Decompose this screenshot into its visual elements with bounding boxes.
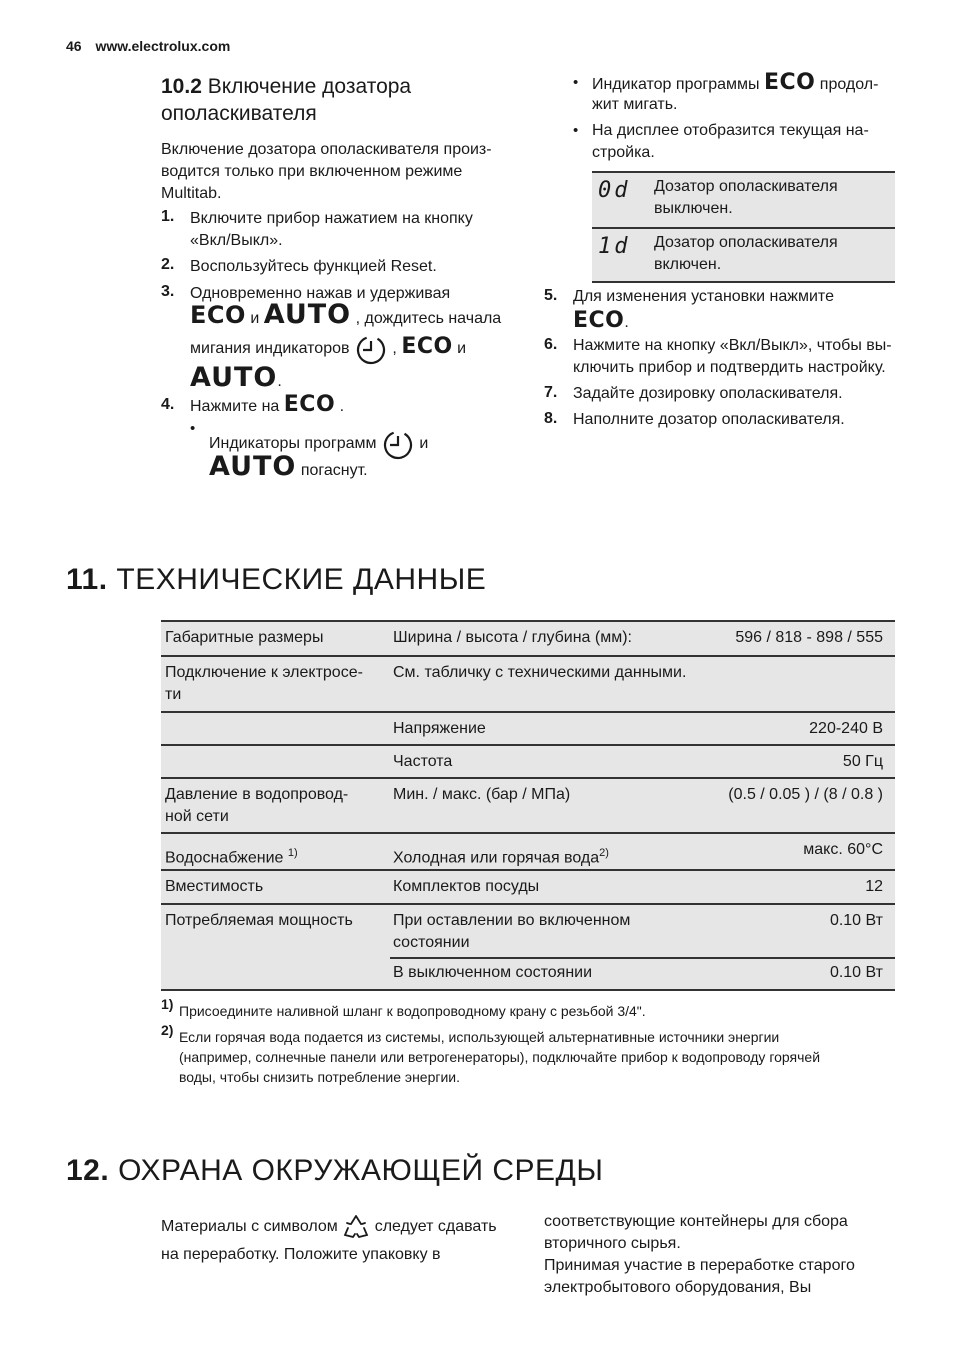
step-text: , [392, 340, 397, 358]
table-cell [393, 910, 713, 954]
step-text: , дождитесь начала [355, 310, 502, 327]
cell-line: ти [165, 686, 182, 703]
cell-text: Холодная или горячая вода [393, 849, 600, 867]
step-2: Воспользуйтесь функцией Reset. [190, 258, 437, 275]
cell-line: ной сети [165, 808, 229, 825]
eco-icon: ECO [763, 70, 816, 95]
step-number: 7. [544, 384, 558, 401]
table-cell: Комплектов посуды [393, 878, 540, 895]
table-cell: Габаритные размеры [165, 629, 324, 646]
section-12-right [544, 1211, 855, 1299]
step-number: 5. [544, 287, 558, 304]
intro-line: водится только при включенном режиме [161, 163, 463, 180]
page-header [66, 38, 230, 54]
section-11-title [66, 563, 486, 597]
section-number: 10.2 [161, 75, 202, 98]
table-cell: Напряжение [393, 720, 486, 737]
clock-icon [381, 435, 419, 452]
step-text: и [457, 340, 467, 358]
bullet-dot: • [573, 74, 579, 91]
footnote-line: Если горячая вода подается из системы, использующей альтернативные источники энергии [179, 1029, 780, 1045]
step-1 [190, 208, 473, 252]
step-4-bullet-line2 [209, 451, 368, 482]
section-12-left-line2: на переработку. Положите упаковку в [161, 1246, 441, 1263]
display-code: 1d [598, 234, 631, 259]
table-row [161, 620, 895, 655]
eco-icon: ECO [283, 392, 336, 417]
display-row [592, 227, 895, 283]
section-12-title [66, 1154, 603, 1188]
intro-line: Включение дозатора ополаскивателя произ- [161, 141, 492, 158]
table-cell: 220-240 В [809, 720, 883, 737]
step-text: Включите прибор нажатием на кнопку [190, 210, 473, 227]
table-cell [393, 842, 713, 869]
section-title: ТЕХНИЧЕСКИЕ ДАННЫЕ [116, 563, 487, 596]
step-text: продол- [819, 76, 879, 93]
table-cell: макс. 60°C [803, 841, 883, 858]
table-row [161, 711, 895, 744]
cell-line: Подключение к электросе- [165, 664, 363, 681]
cell-line: При оставлении во включенном [393, 912, 631, 929]
step-text: Нажмите на кнопку «Вкл/Выкл», чтобы вы- [573, 337, 892, 354]
step-3-line4 [190, 362, 282, 393]
table-cell: 50 Гц [842, 753, 883, 770]
step-text: . [339, 398, 345, 415]
step-number: 3. [161, 283, 175, 300]
step-text: Индикаторы программ [209, 435, 377, 453]
footnote-2 [179, 1027, 820, 1087]
clock-icon [354, 340, 392, 357]
display-text: включен. [654, 256, 722, 273]
table-cell: 0.10 Вт [829, 964, 883, 981]
footnote-line: (например, солнечные панели или ветрогенераторы), подключайте прибор к водопроводу горячей [179, 1049, 821, 1065]
table-row [161, 744, 895, 777]
page-number: 46 [66, 38, 82, 54]
body-text: следует сдавать [374, 1218, 497, 1236]
footnote-1: Присоедините наливной шланг к водопроводному крану с резьбой 3/4". [179, 1003, 646, 1019]
footnote-mark: 1) [161, 996, 174, 1012]
step-number: 1. [161, 208, 175, 225]
intro-paragraph [161, 139, 492, 205]
table-cell [165, 842, 383, 869]
body-text: Принимая участие в переработке старого [544, 1257, 855, 1274]
table-cell: 12 [865, 878, 883, 895]
auto-icon: AUTO [190, 362, 278, 393]
section-title-line1: Включение дозатора [207, 75, 412, 98]
section-title: ОХРАНА ОКРУЖАЮЩЕЙ СРЕДЫ [118, 1154, 604, 1187]
display-text: выключен. [654, 200, 733, 217]
step-8: Наполните дозатор ополаскивателя. [573, 411, 845, 428]
section-10-2-title [161, 73, 411, 127]
recycle-icon [342, 1218, 374, 1235]
step-6 [573, 335, 892, 379]
step-text: На дисплее отобразится текущая на- [592, 122, 869, 139]
step-text: Индикатор программы [592, 76, 760, 93]
display-row [592, 171, 895, 227]
table-cell: 0.10 Вт [829, 912, 883, 929]
section-number: 12. [66, 1154, 110, 1187]
auto-icon: AUTO [209, 451, 297, 482]
cell-line: состоянии [393, 934, 470, 951]
right-bullet-2 [592, 120, 869, 164]
table-cell: (0.5 / 0.05 ) / (8 / 0.8 ) [728, 786, 883, 803]
table-cell: Мин. / макс. (бар / МПа) [393, 786, 571, 803]
footnote-ref: 1) [287, 847, 298, 859]
section-title-line2: ополаскивателя [161, 102, 317, 125]
step-text: . [624, 314, 629, 331]
cell-text: Водоснабжение [165, 849, 284, 867]
step-number: 8. [544, 410, 558, 427]
display-text: Дозатор ополаскивателя [654, 234, 838, 251]
step-text: ключить прибор и подтвердить настройку. [573, 359, 886, 376]
body-text: вторичного сырья. [544, 1235, 681, 1252]
bullet-dot: • [190, 420, 196, 437]
step-3-line1: Одновременно нажав и удерживая [190, 285, 451, 302]
table-row [161, 655, 895, 711]
table-subdivider [390, 957, 895, 959]
table-cell: См. табличку с техническими данными. [393, 664, 687, 681]
step-text: погаснут. [300, 462, 368, 479]
step-number: 4. [161, 396, 175, 413]
step-text: мигания индикаторов [190, 340, 350, 358]
step-5-icon-line [573, 308, 629, 334]
auto-icon: AUTO [263, 299, 352, 330]
footnote-line: воды, чтобы снизить потребление энергии. [179, 1069, 461, 1085]
table-cell [165, 662, 383, 706]
table-cell: Ширина / высота / глубина (мм): [393, 629, 632, 646]
display-description [654, 176, 838, 220]
eco-icon: ECO [190, 301, 246, 329]
display-description [654, 232, 838, 276]
table-row [161, 869, 895, 903]
eco-icon: ECO [401, 334, 453, 360]
table-cell: Потребляемая мощность [165, 912, 353, 929]
step-number: 2. [161, 256, 175, 273]
display-text: Дозатор ополаскивателя [654, 178, 838, 195]
table-cell: Частота [393, 753, 453, 770]
section-12-left-line1 [161, 1213, 497, 1241]
table-cell: В выключенном состоянии [393, 964, 593, 981]
step-text: стройка. [592, 144, 655, 161]
step-7: Задайте дозировку ополаскивателя. [573, 385, 843, 402]
step-text: и [250, 310, 260, 327]
table-cell: 596 / 818 - 898 / 555 [735, 629, 883, 646]
step-text: «Вкл/Выкл». [190, 232, 283, 249]
step-3-line3 [190, 333, 466, 365]
step-4 [190, 394, 344, 418]
table-cell [165, 784, 383, 828]
step-number: 6. [544, 336, 558, 353]
right-bullet-1 [592, 72, 878, 96]
footnote-ref: 2) [599, 847, 609, 859]
table-row [161, 832, 895, 869]
body-text: соответствующие контейнеры для сбора [544, 1213, 848, 1230]
section-number: 11. [66, 563, 108, 596]
step-text: и [419, 435, 429, 453]
table-row [161, 777, 895, 832]
body-text: Материалы с символом [161, 1218, 338, 1236]
bullet-dot: • [573, 122, 579, 139]
intro-line: Multitab. [161, 185, 222, 202]
site-url: www.electrolux.com [95, 38, 231, 54]
cell-line: Давление в водопровод- [165, 786, 349, 803]
step-5: Для изменения установки нажмите [573, 288, 834, 305]
table-cell: Вместимость [165, 878, 264, 895]
body-text: электробытового оборудования, Вы [544, 1279, 812, 1296]
footnote-mark: 2) [161, 1022, 174, 1038]
step-3-line2 [190, 299, 502, 330]
display-code: 0d [598, 178, 631, 203]
eco-icon: ECO [573, 308, 625, 333]
step-text: . [277, 373, 282, 390]
step-text: Нажмите на [190, 398, 280, 415]
right-bullet-1-cont: жит мигать. [592, 96, 678, 113]
